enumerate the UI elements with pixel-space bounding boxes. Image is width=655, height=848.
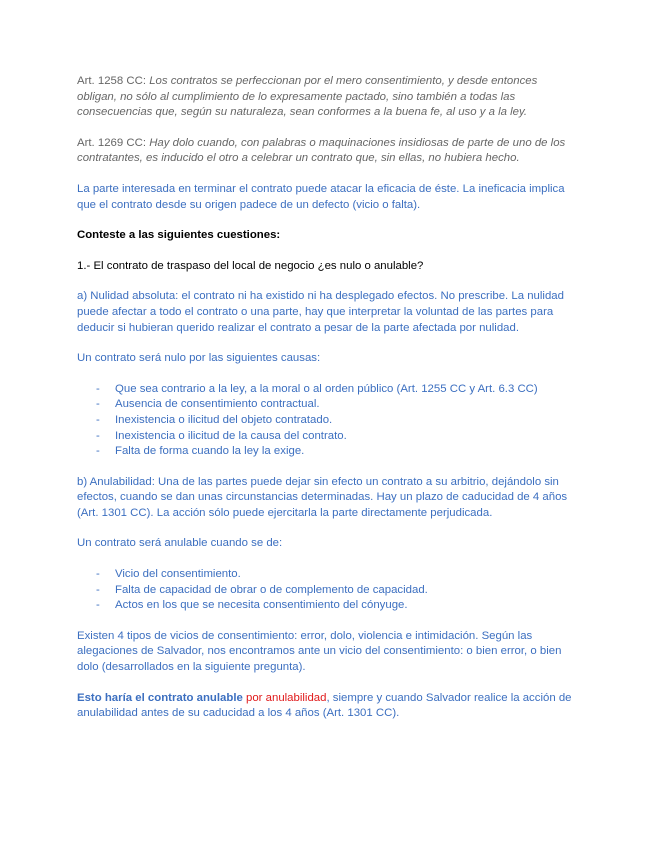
conclusion-paragraph bbox=[77, 691, 577, 722]
list-item: - Ausencia de consentimiento contractual. bbox=[77, 397, 577, 413]
dash-bullet-icon: - bbox=[96, 413, 100, 426]
dash-bullet-icon: - bbox=[96, 429, 100, 442]
article-1258-text: Los contratos se perfeccionan por el mero consentimiento, y desde entonces obligan, no sólo al cumplimiento de lo expresamente pactado, sino también a todas las consecuencias que, según su naturaleza, sean conformes a la buena fe, al uso y a la ley. bbox=[77, 75, 538, 119]
question-1: 1.- El contrato de traspaso del local de negocio ¿es nulo o anulable? bbox=[77, 259, 424, 272]
article-1258-ref: Art. 1258 CC: bbox=[77, 75, 147, 87]
list-item: - Actos en los que se necesita consentimiento del cónyuge. bbox=[77, 598, 577, 614]
dash-bullet-icon: - bbox=[96, 583, 100, 596]
list-item: - Falta de forma cuando la ley la exige. bbox=[77, 444, 577, 460]
conclusion-red: por anulabilidad bbox=[246, 691, 327, 704]
article-1269-ref: Art. 1269 CC: bbox=[77, 136, 147, 149]
article-1269-text: Hay dolo cuando, con palabras o maquinaciones insidiosas de parte de uno de los contratantes, es inducido el otro a celebrar un contrato que, sin ellas, no hubiera hecho. bbox=[77, 136, 566, 165]
conclusion-bold: Esto haría el contrato anulable bbox=[77, 691, 243, 704]
dash-bullet-icon: - bbox=[96, 599, 100, 612]
list-item: - Inexistencia o ilicitud del objeto contratado. bbox=[77, 413, 577, 429]
vicios-paragraph: Existen 4 tipos de vicios de consentimiento: error, dolo, violencia e intimidación. Según las alegaciones de Salvador, nos encontramos ante un vicio del consentimiento: o bien error, o bien dolo (desarrollados en la siguiente pregunta). bbox=[77, 629, 562, 674]
dash-bullet-icon: - bbox=[96, 445, 100, 458]
intro-paragraph: La parte interesada en terminar el contrato puede atacar la eficacia de éste. La ineficacia implica que el contrato desde su origen padece de un defecto (vicio o falta). bbox=[77, 182, 565, 211]
list-item: - Que sea contrario a la ley, a la moral o al orden público (Art. 1255 CC y Art. 6.3 CC) bbox=[77, 382, 577, 398]
list-item: - Vicio del consentimiento. bbox=[77, 567, 577, 583]
anulable-causes-list bbox=[77, 567, 577, 614]
document-page bbox=[77, 74, 577, 737]
nulidad-paragraph: a) Nulidad absoluta: el contrato ni ha existido ni ha desplegado efectos. No prescribe. La nulidad puede afectar a todo el contrato o una parte, hay que interpretar la voluntad de las partes para deducir si hubieran querido realizar el contrato a pesar de la parte afectada por nulidad. bbox=[77, 290, 564, 334]
dash-bullet-icon: - bbox=[96, 568, 100, 581]
nulo-intro: Un contrato será nulo por las siguientes causas: bbox=[77, 352, 321, 365]
anulable-intro: Un contrato será anulable cuando se de: bbox=[77, 537, 283, 550]
anulabilidad-paragraph: b) Anulabilidad: Una de las partes puede dejar sin efecto un contrato a su arbitrio, dejándolo sin efectos, cuando se dan unas circunstancias determinadas. Hay un plazo de caducidad de 4 años (Art. 1301 CC). La acción sólo puede ejercitarla la parte directamente perjudicada. bbox=[77, 475, 568, 519]
section-heading: Conteste a las siguientes cuestiones: bbox=[77, 229, 281, 242]
conclusion-rest: , siempre y cuando Salvador realice la acción de anulabilidad antes de su caducidad a los 4 años (Art. 1301 CC). bbox=[77, 691, 572, 720]
nulo-causes-list bbox=[77, 382, 577, 460]
list-item: - Falta de capacidad de obrar o de complemento de capacidad. bbox=[77, 583, 577, 599]
dash-bullet-icon: - bbox=[96, 382, 100, 395]
dash-bullet-icon: - bbox=[96, 398, 100, 411]
article-1258 bbox=[77, 74, 577, 121]
list-item: - Inexistencia o ilicitud de la causa del contrato. bbox=[77, 429, 577, 445]
article-1269 bbox=[77, 136, 577, 167]
